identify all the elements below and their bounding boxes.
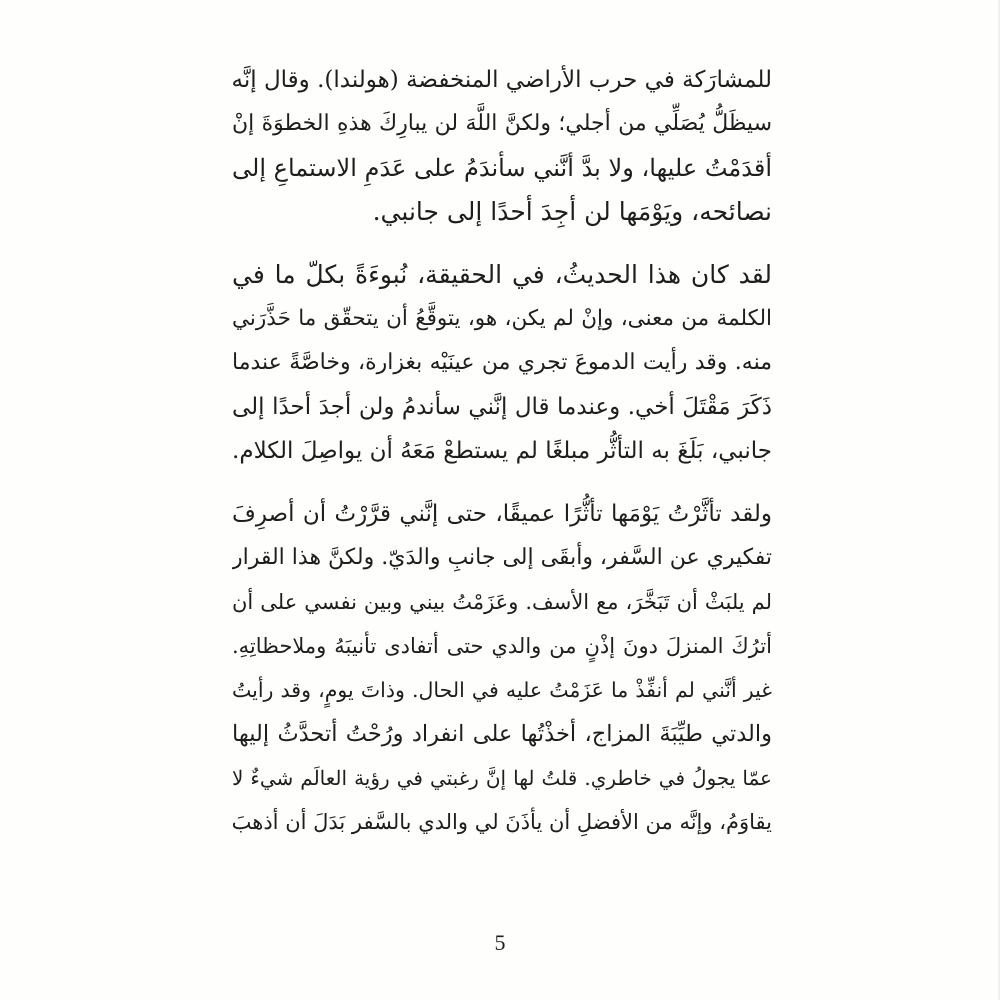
- text-line: أترُكَ المنزلَ دونَ إذْنٍ من والدي حتى أتفادى تأنيبَهُ وملاحظاتِهِ.: [232, 634, 772, 658]
- text-line: لم يلبَثْ أن تَبَخَّرَ، مع الأسف. وعَزَمْتُ بيني وبين نفسي على أن: [232, 590, 772, 614]
- page-number: 5: [494, 930, 506, 955]
- text-line: أقدَمْتُ عليها، ولا بدَّ أنَّني سأندَمُ على عَدَمِ الاستماعِ إلى: [232, 154, 772, 182]
- body-text: [232, 58, 772, 844]
- text-line: جانبي، بَلَغَ به التأثُّر مبلغًا لم يستطعْ مَعَهُ أن يواصِلَ الكلام.: [232, 438, 772, 464]
- text-line: لقد كان هذا الحديثُ، في الحقيقة، نُبوءَةً بكلّ ما في: [232, 260, 772, 289]
- paragraph: [232, 492, 772, 844]
- text-line: والدتي طيِّبَةَ المزاج، أخذْتُها على انفراد ورُحْتُ أتحدَّثُ إليها: [232, 721, 772, 747]
- text-line: الكلمة من معنى، وإنْ لم يكن، هو، يتوقَّعُ أن يتحقّق ما حَذَّرَني: [232, 306, 772, 331]
- text-line: نصائحه، ويَوْمَها لن أجِدَ أحدًا إلى جانبي.: [372, 197, 772, 226]
- text-line: ولقد تأثَّرْتُ يَوْمَها تأثُّرًا عميقًا، حتى إنَّني قرَّرْتُ أن أصرِفَ: [232, 501, 772, 527]
- paragraph-gap: [232, 234, 772, 253]
- paragraph: [232, 253, 772, 473]
- text-line: سيظَلُّ يُصَلِّي من أجلي؛ ولكنَّ اللَّهَ لن يبارِكَ هذهِ الخطوَةَ إنْ: [232, 111, 772, 136]
- text-line: غير أنَّني لم أنفِّذْ ما عَزَمْتُ عليه في الحال. وذاتَ يومٍ، وقد رأيتُ: [232, 678, 772, 702]
- text-line: ذَكَرَ مَقْتَلَ أخي. وعندما قال إنَّني سأندمُ ولن أجدَ أحدًا إلى: [232, 394, 772, 420]
- text-line: يقاوَمُ، وإنَّه من الأفضلِ أن يأذَنَ لي والدي بالسَّفر بَدَلَ أن أذهبَ: [232, 810, 772, 834]
- text-line: للمشارَكة في حرب الأراضي المنخفضة (هولندا). وقال إنَّه: [232, 67, 772, 93]
- paragraph: [232, 58, 772, 234]
- text-line: عمّا يجولُ في خاطري. قلتُ لها إنَّ رغبتي في رؤية العالَم شيءٌ لا: [232, 766, 772, 790]
- paragraph-gap: [232, 473, 772, 492]
- text-line: تفكيري عن السَّفر، وأبقَى إلى جانبِ والدَيّ. ولكنَّ هذا القرار: [232, 545, 772, 570]
- text-line: منه. وقد رأيت الدموعَ تجري من عينَيْه بغزارة، وخاصَّةً عندما: [232, 350, 772, 375]
